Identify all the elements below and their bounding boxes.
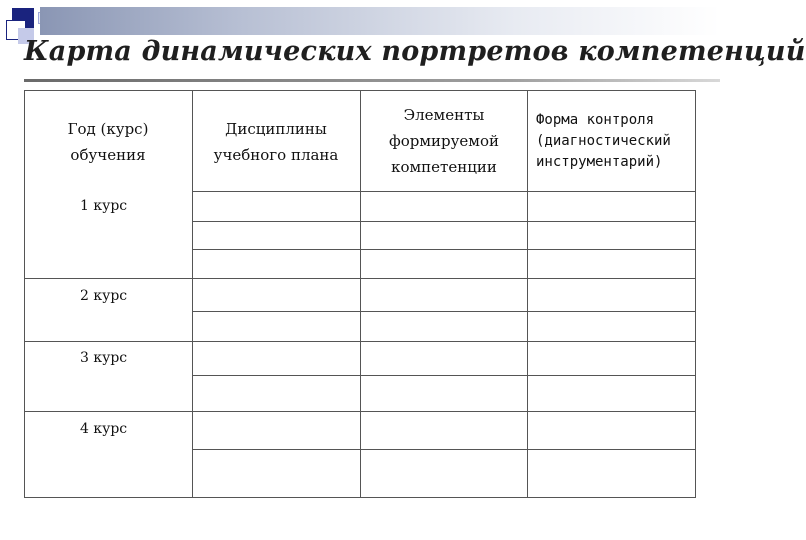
- header-control-form: Форма контроля (диагностический инструментарий): [536, 112, 671, 170]
- year-label: 3 курс: [80, 350, 128, 366]
- row-divider: [192, 449, 696, 450]
- row-divider: [24, 411, 696, 412]
- header-elements: Элементы формируемой компетенции: [388, 106, 500, 176]
- table-border-left: [24, 90, 25, 498]
- row-divider: [192, 249, 696, 250]
- table-border-right: [695, 90, 696, 498]
- row-divider: [192, 221, 696, 222]
- header-disciplines: Дисциплины учебного плана: [213, 120, 339, 164]
- row-divider: [192, 311, 696, 312]
- column-divider: [360, 90, 361, 498]
- page-title: Карта динамических портретов компетенций: [24, 36, 806, 67]
- row-divider: [192, 191, 696, 192]
- header-year: Год (курс) обучения: [67, 120, 149, 164]
- column-divider: [527, 90, 528, 498]
- row-divider: [24, 278, 696, 279]
- year-label: 1 курс: [80, 198, 128, 214]
- row-divider: [24, 341, 696, 342]
- row-divider: [192, 375, 696, 376]
- year-label: 4 курс: [80, 421, 128, 437]
- column-divider: [192, 90, 193, 498]
- year-label: 2 курс: [80, 288, 128, 304]
